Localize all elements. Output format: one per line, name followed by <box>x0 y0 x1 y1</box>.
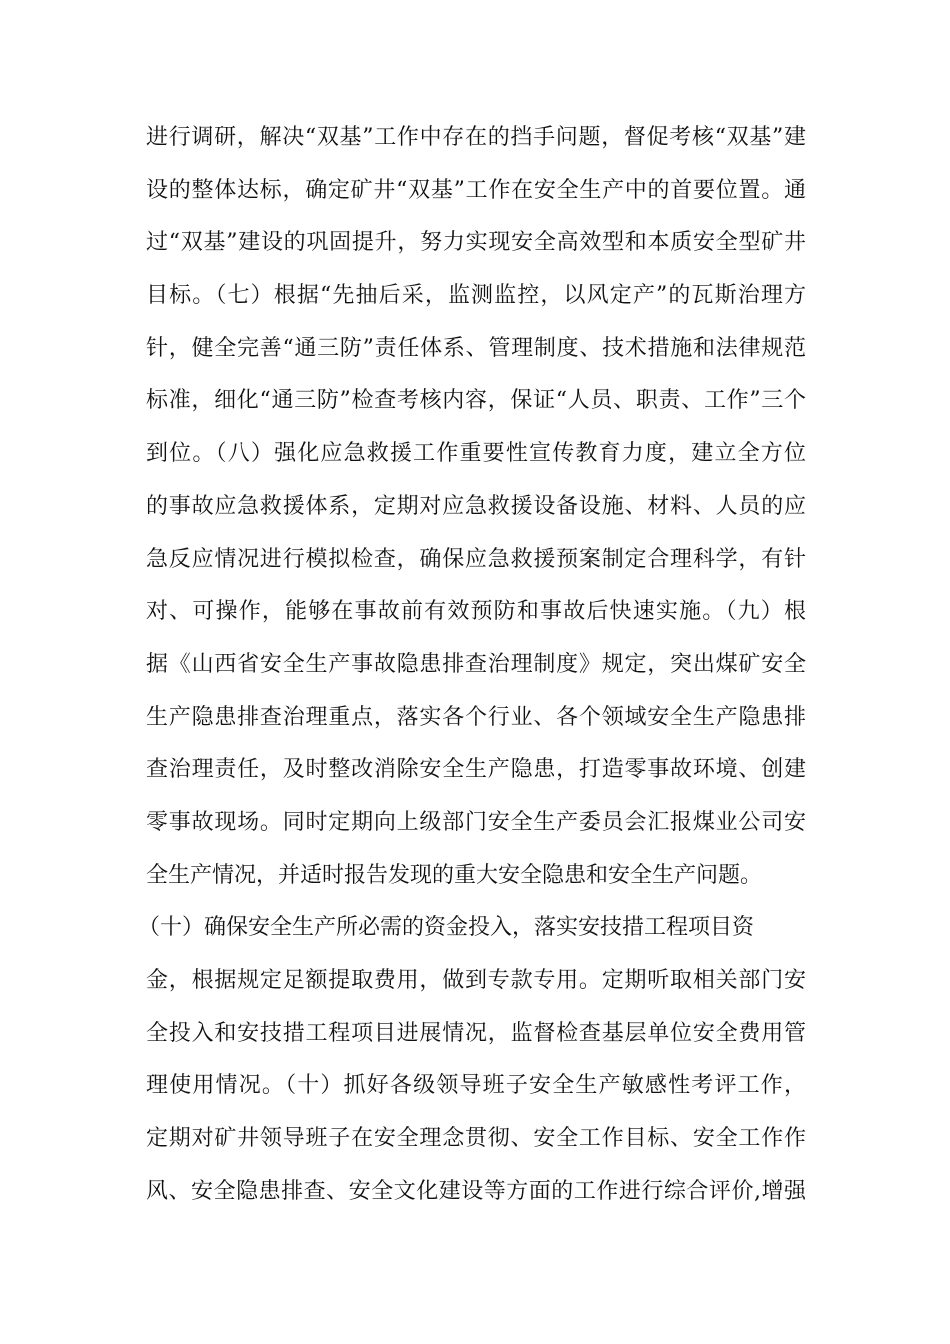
text-line: 理使用情况。（十）抓好各级领导班子安全生产敏感性考评工作， <box>146 1073 806 1099</box>
text-line: 生产隐患排查治理重点，落实各个行业、各个领域安全生产隐患排 <box>146 704 806 730</box>
text-line: 进行调研，解决“双基”工作中存在的挡手问题，督促考核“双基”建 <box>146 125 806 150</box>
text-line: 零事故现场。同时定期向上级部门安全生产委员会汇报煤业公司安 <box>146 809 806 835</box>
text-line: 急反应情况进行模拟检查，确保应急救援预案制定合理科学，有针 <box>146 546 806 572</box>
text-line: 针，健全完善“通三防”责任体系、管理制度、技术措施和法律规范 <box>146 335 806 361</box>
body-text <box>138 112 806 1218</box>
text-line: 定期对矿井领导班子在安全理念贯彻、安全工作目标、安全工作作 <box>146 1126 806 1152</box>
text-line: （十）确保安全生产所必需的资金投入，落实安技措工程项目资 <box>138 915 755 941</box>
text-line: 过“双基”建设的巩固提升，努力实现安全高效型和本质安全型矿井 <box>146 230 806 256</box>
text-line: 到位。（八）强化应急救援工作重要性宣传教育力度，建立全方位 <box>146 441 806 467</box>
text-line: 金，根据规定足额提取费用，做到专款专用。定期听取相关部门安 <box>146 968 806 993</box>
text-line: 据《山西省安全生产事故隐患排查治理制度》规定，突出煤矿安全 <box>146 651 806 677</box>
text-line: 全投入和安技措工程项目进展情况，监督检查基层单位安全费用管 <box>146 1020 806 1046</box>
text-line: 风、安全隐患排查、安全文化建设等方面的工作进行综合评价,增强 <box>146 1178 806 1204</box>
text-line: 查治理责任，及时整改消除安全生产隐患，打造零事故环境、创建 <box>146 757 806 783</box>
text-line: 对、可操作，能够在事故前有效预防和事故后快速实施。（九）根 <box>146 599 806 625</box>
text-line: 设的整体达标，确定矿井“双基”工作在安全生产中的首要位置。通 <box>146 177 806 203</box>
text-line: 全生产情况，并适时报告发现的重大安全隐患和安全生产问题。 <box>146 862 763 888</box>
text-line: 目标。（七）根据“先抽后采，监测监控，以风定产”的瓦斯治理方 <box>146 283 806 309</box>
text-line: 标准，细化“通三防”检查考核内容，保证“人员、职责、工作”三个 <box>146 388 806 414</box>
text-line: 的事故应急救援体系，定期对应急救援设备设施、材料、人员的应 <box>146 493 806 519</box>
